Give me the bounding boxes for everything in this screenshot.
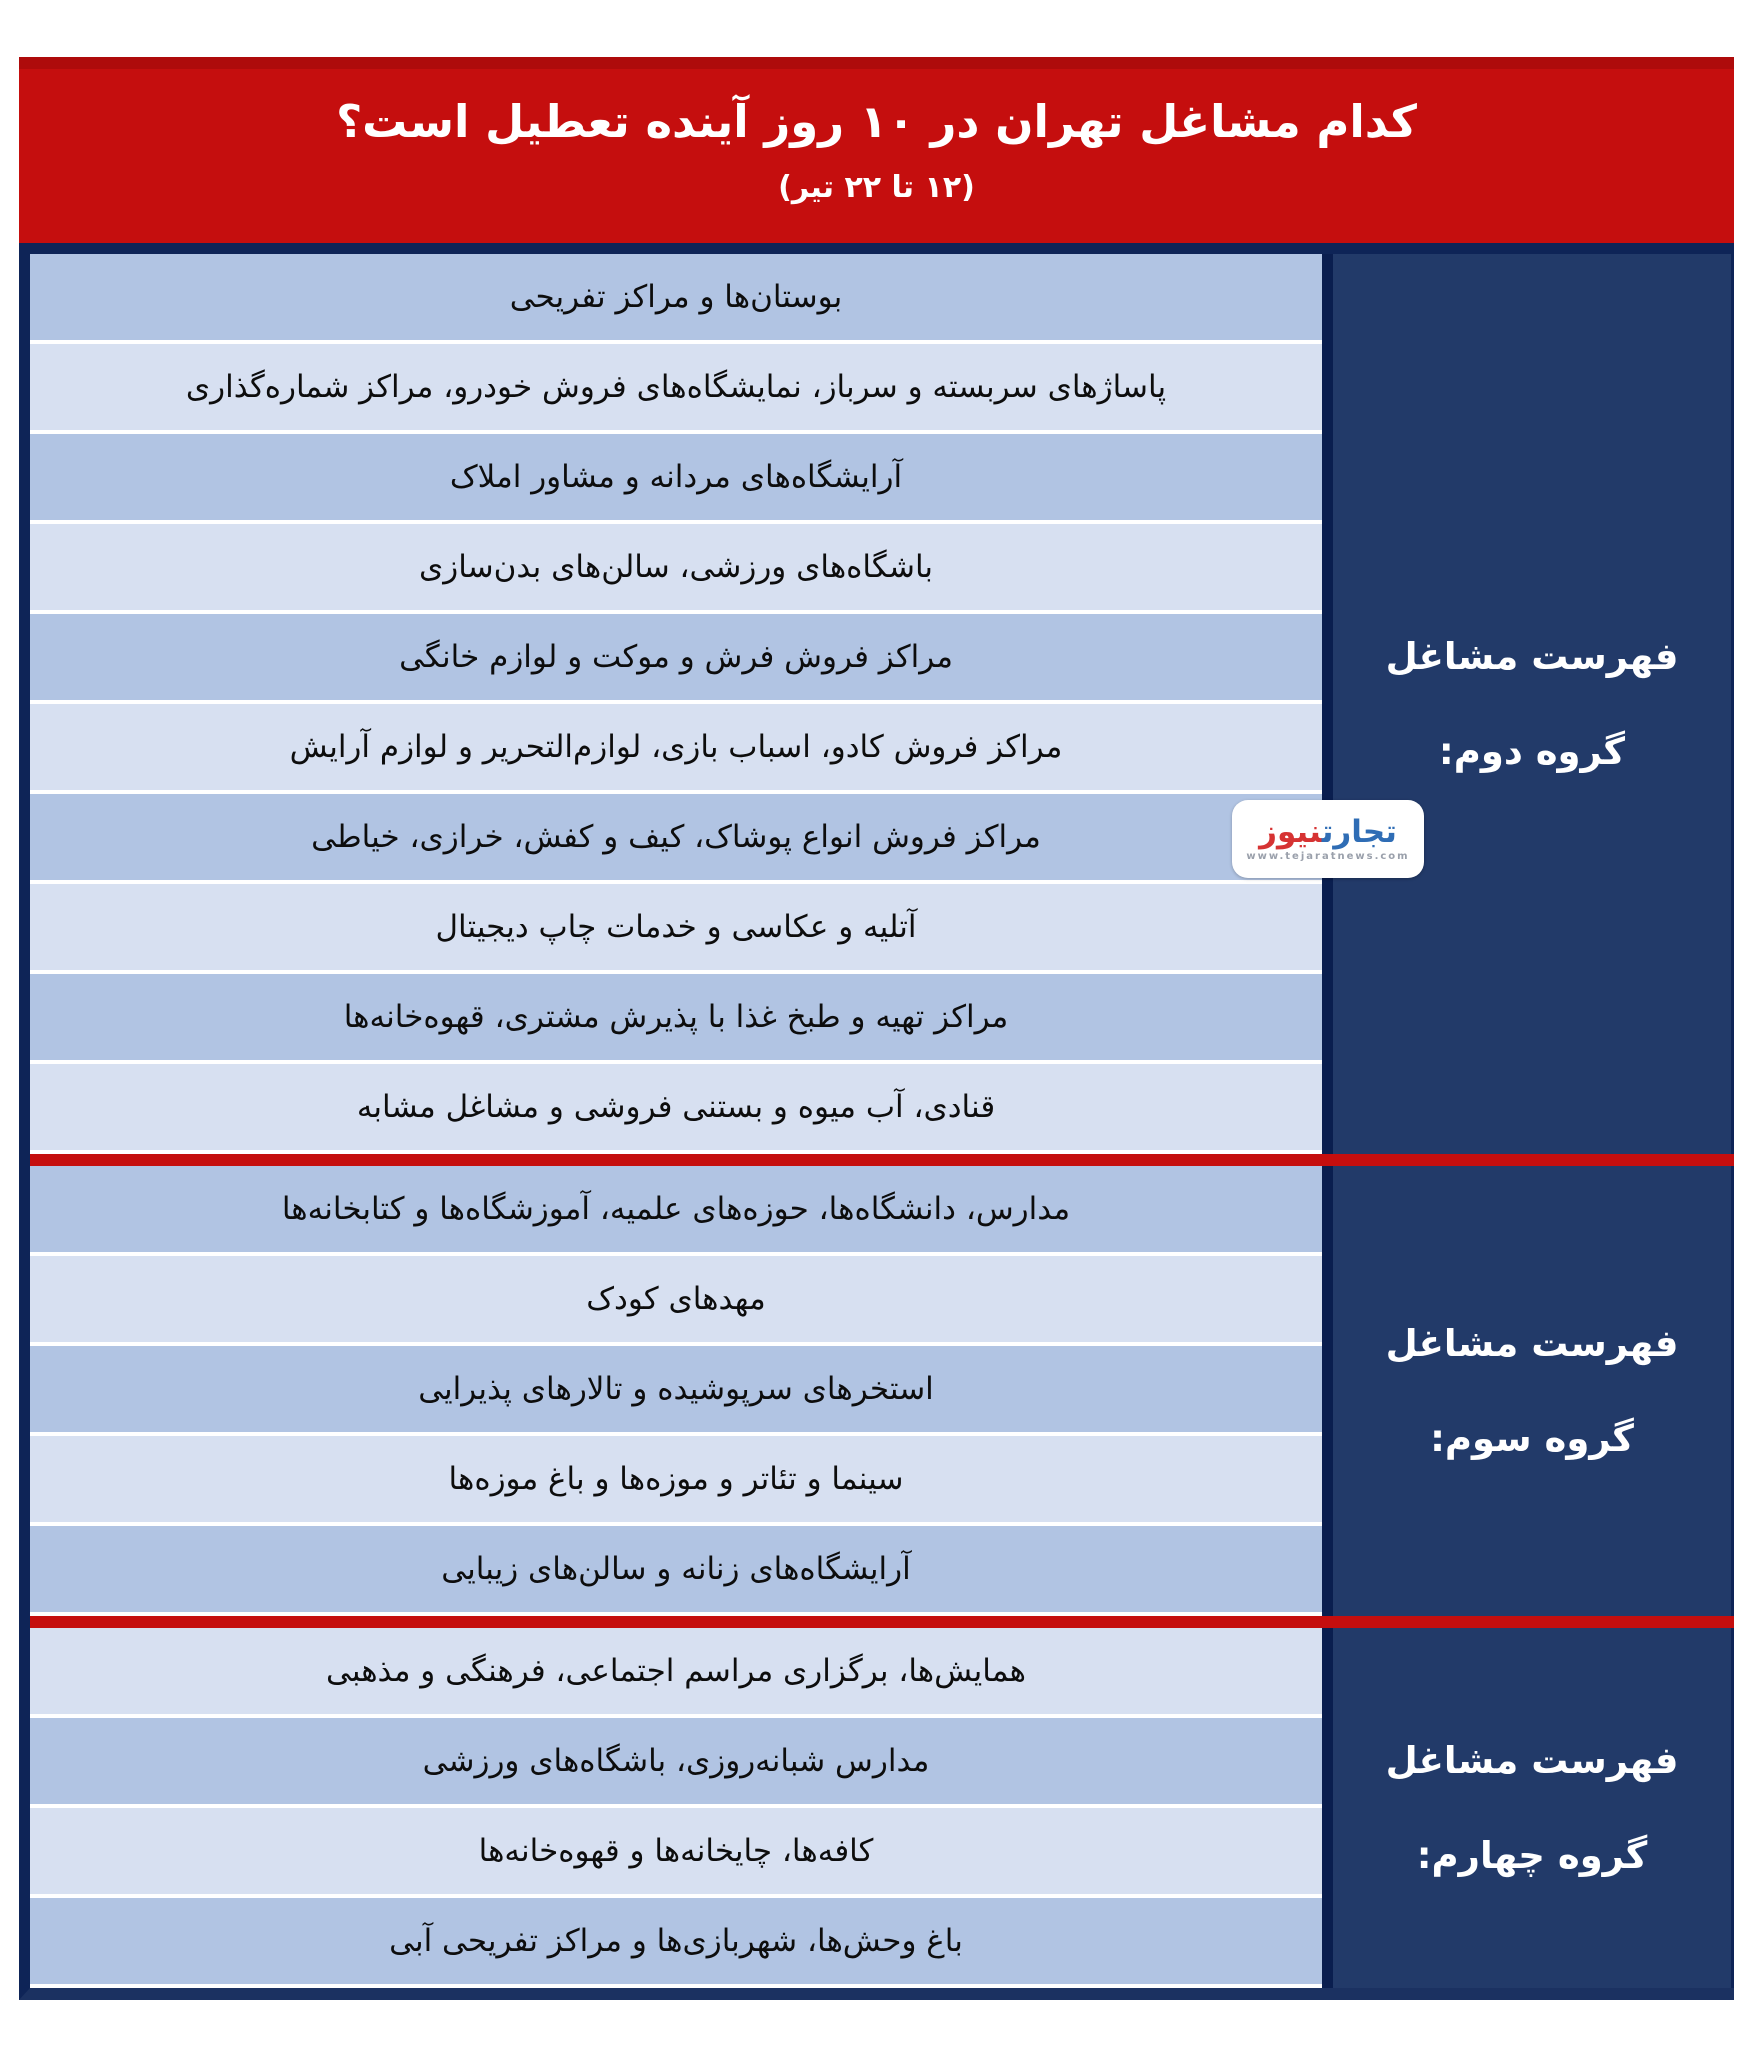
business-row: استخرهای سرپوشیده و تالارهای پذیرایی: [30, 1346, 1322, 1432]
group-label-name: گروه سوم:: [1430, 1417, 1634, 1460]
business-table-sections: [30, 254, 1734, 1988]
business-row: بوستان‌ها و مراکز تفریحی: [30, 254, 1322, 340]
business-row: مراکز فروش کادو، اسباب بازی، لوازم‌التحریر و لوازم آرایش: [30, 704, 1322, 790]
business-row: آتلیه و عکاسی و خدمات چاپ دیجیتال: [30, 884, 1322, 970]
group-rows-column: [30, 1628, 1322, 1988]
business-row: باغ وحش‌ها، شهربازی‌ها و مراکز تفریحی آبی: [30, 1898, 1322, 1984]
page-title: کدام مشاغل تهران در ۱۰ روز آینده تعطیل است؟: [336, 95, 1417, 148]
group-label-name: گروه چهارم:: [1416, 1834, 1648, 1877]
group-section: [30, 254, 1734, 1154]
business-row: مهدهای کودک: [30, 1256, 1322, 1342]
group-label-title: فهرست مشاغل: [1385, 1739, 1679, 1782]
business-row: قنادی، آب میوه و بستنی فروشی و مشاغل مشابه: [30, 1064, 1322, 1150]
group-label-name: گروه دوم:: [1438, 730, 1626, 773]
business-row: کافه‌ها، چایخانه‌ها و قهوه‌خانه‌ها: [30, 1808, 1322, 1894]
watermark-logo: [1232, 800, 1424, 878]
column-divider: [1322, 1628, 1333, 1988]
poster-header: [19, 57, 1734, 243]
brand-word-news: نیوز: [1259, 813, 1322, 850]
group-section: [30, 1628, 1734, 1988]
group-label-title: فهرست مشاغل: [1385, 1322, 1679, 1365]
group-rows-column: [30, 1166, 1322, 1616]
column-divider: [1322, 1166, 1333, 1616]
business-row: مدارس شبانه‌روزی، باشگاه‌های ورزشی: [30, 1718, 1322, 1804]
group-section: [30, 1166, 1734, 1616]
column-divider: [1322, 254, 1333, 1154]
brand-wordmark: [1259, 813, 1397, 850]
business-row: آرایشگاه‌های مردانه و مشاور املاک: [30, 434, 1322, 520]
poster-content: [19, 57, 1734, 2000]
group-separator: [30, 1154, 1734, 1166]
business-row: باشگاه‌های ورزشی، سالن‌های بدن‌سازی: [30, 524, 1322, 610]
group-label-panel: [1333, 254, 1731, 1154]
date-range-subtitle: (۱۲ تا ۲۲ تیر): [778, 170, 975, 205]
group-label-panel: [1333, 1628, 1731, 1988]
business-table: [19, 243, 1734, 2000]
group-separator: [30, 1616, 1734, 1628]
brand-word-tejarat: تجارت: [1321, 813, 1397, 850]
business-row: مراکز فروش فرش و موکت و لوازم خانگی: [30, 614, 1322, 700]
business-row: مراکز تهیه و طبخ غذا با پذیرش مشتری، قهوه‌خانه‌ها: [30, 974, 1322, 1060]
watermark-url: www.tejaratnews.com: [1246, 850, 1410, 862]
business-row: سینما و تئاتر و موزه‌ها و باغ موزه‌ها: [30, 1436, 1322, 1522]
business-row: مراکز فروش انواع پوشاک، کیف و کفش، خرازی، خیاطی: [30, 794, 1322, 880]
business-row: آرایشگاه‌های زنانه و سالن‌های زیبایی: [30, 1526, 1322, 1612]
business-row: همایش‌ها، برگزاری مراسم اجتماعی، فرهنگی و مذهبی: [30, 1628, 1322, 1714]
group-label-panel: [1333, 1166, 1731, 1616]
group-rows-column: [30, 254, 1322, 1154]
group-label-title: فهرست مشاغل: [1385, 635, 1679, 678]
business-row: مدارس، دانشگاه‌ها، حوزه‌های علمیه، آموزشگاه‌ها و کتابخانه‌ها: [30, 1166, 1322, 1252]
business-row: پاساژهای سربسته و سرباز، نمایشگاه‌های فروش خودرو، مراکز شماره‌گذاری: [30, 344, 1322, 430]
